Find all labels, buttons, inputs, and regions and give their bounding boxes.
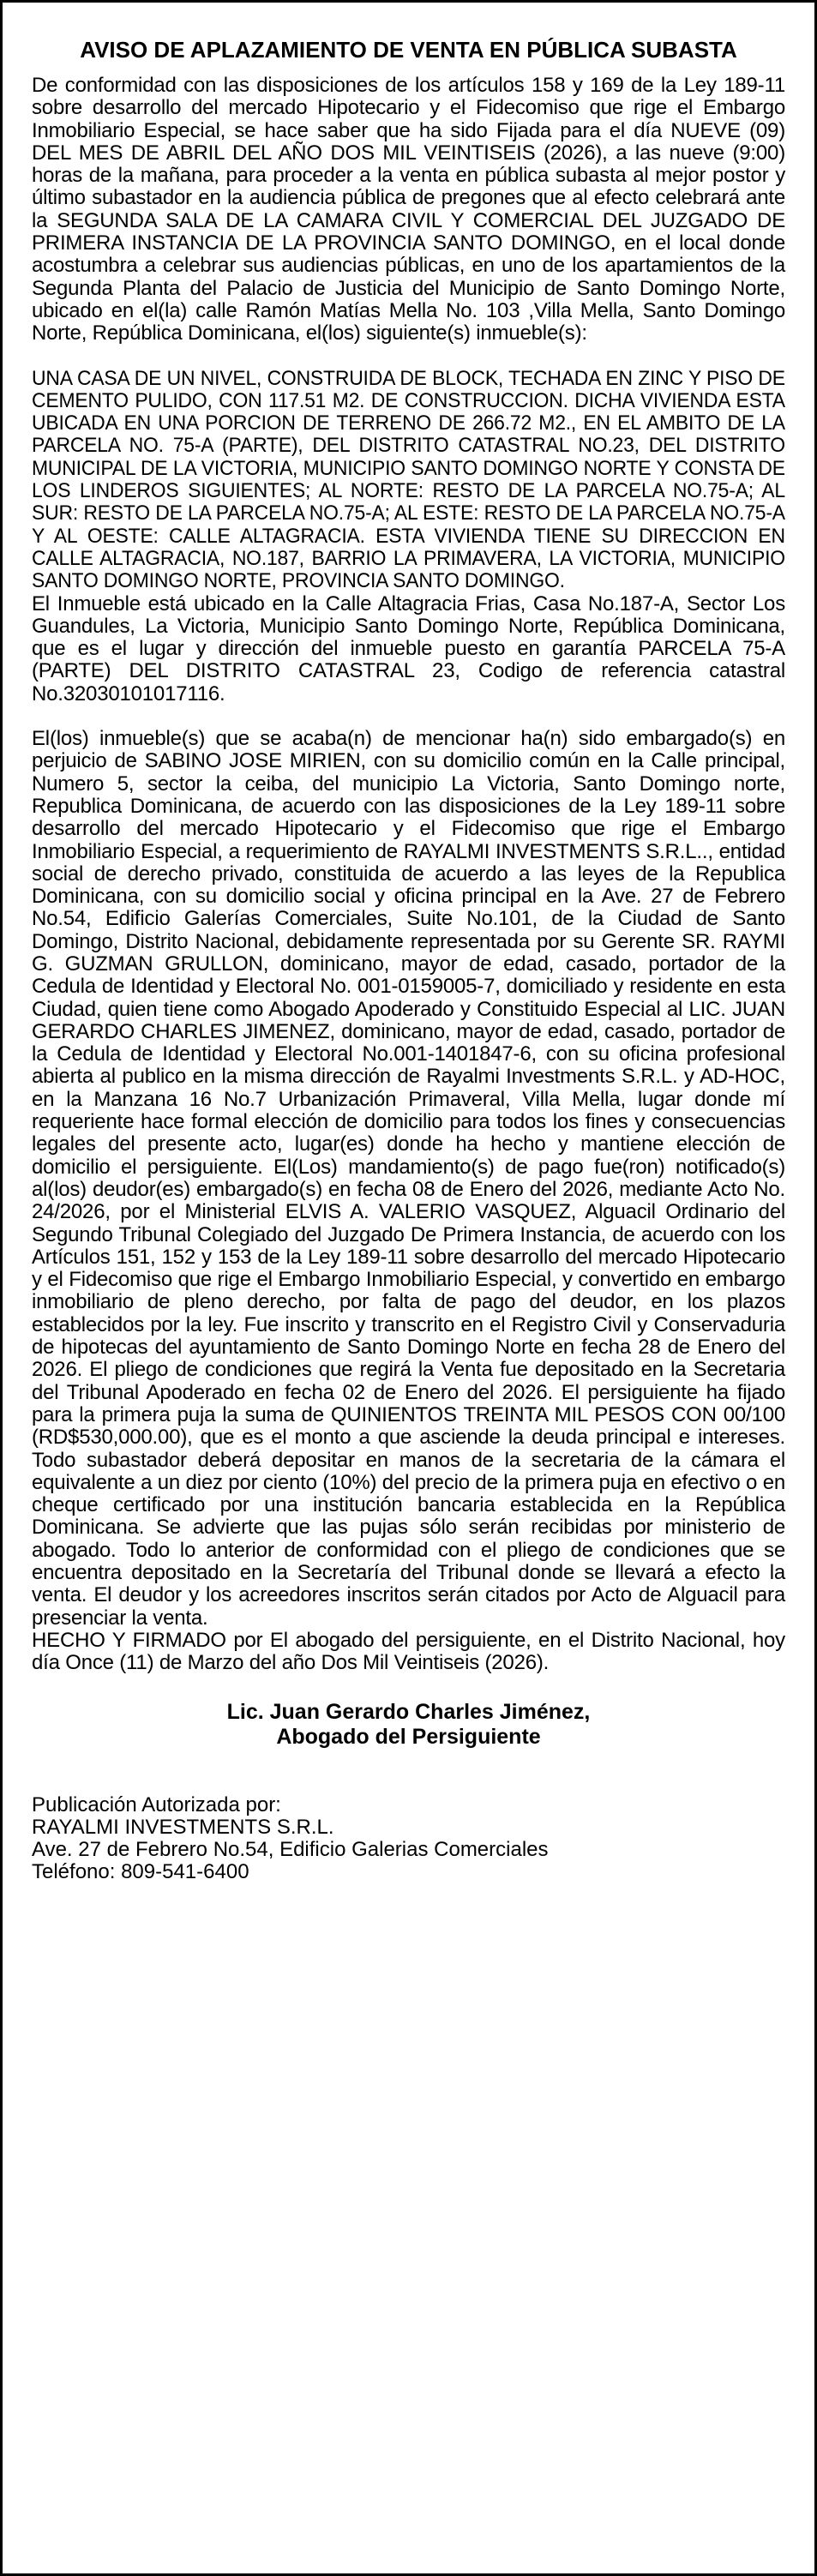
main-paragraph: El(los) inmueble(s) que se acaba(n) de mencionar ha(n) sido embargado(s) en perjuicio de SABINO JOSE MIRIEN, con su domicilio común en la Calle principal, Numero 5, sector la ceiba, del municipio La Victoria, Santo Domingo norte, Republica Dominicana, de acuerdo con las disposiciones de la Ley 189-11 sobre desarrollo del mercado Hipotecario y el Fidecomiso que rige el Embargo Inmobiliario Especial, a requerimiento de RAYALMI INVESTMENTS S.R.L.., entidad social de derecho privado, constituida de acuerdo a las leyes de la Republica Dominicana, con su domicilio social y oficina principal en la Ave. 27 de Febrero No.54, Edificio Galerías Comerciales, Suite No.101, de la Ciudad de Santo Domingo, Distrito Nacional, debidamente representada por su Gerente SR. RAYMI G. GUZMAN GRULLON, dominicano, mayor de edad, casado, portador de la Cedula de Identidad y Electoral No. 001-0159005-7, domiciliado y residente en esta Ciudad, quien tiene como Abogado Apoderado y Constituido Especial al LIC. JUAN GERARDO CHARLES JIMENEZ, dominicano, mayor de edad, casado, portador de la Cedula de Identidad y Electoral No.001-1401847-6, con su oficina profesional abierta al publico en la misma dirección de Rayalmi Investments S.R.L. y AD-HOC, en la Manzana 16 No.7 Urbanización Primaveral, Villa Mella, lugar donde mí requeriente hace formal elección de domicilio para todos los fines y consecuencias legales del presente acto, lugar(es) donde ha hecho y mantiene elección de domicilio el persiguiente. El(Los) mandamiento(s) de pago fue(ron) notificado(s) al(los) deudor(es) embargado(s) en fecha 08 de Enero del 2026, mediante Acto No. 24/2026, por el Ministerial ELVIS A. VALERIO VASQUEZ, Alguacil Ordinario del Segundo Tribunal Colegiado del Juzgado De Primera Instancia, de acuerdo con los Artículos 151, 152 y 153 de la Ley 189-11 sobre desarrollo del mercado Hipotecario y el Fidecomiso que rige el Embargo Inmobiliario Especial, y convertido en embargo inmobiliario de pleno derecho, por falta de pago del deudor, en los plazos establecidos por la ley. Fue inscrito y transcrito en el Registro Civil y Conservaduria de hipotecas del ayuntamiento de Santo Domingo Norte en fecha 28 de Enero del 2026. El pliego de condiciones que regirá la Venta fue depositado en la Secretaria del Tribunal Apoderado en fecha 02 de Enero del 2026. El persiguiente ha fijado para la primera puja la suma de QUINIENTOS TREINTA MIL PESOS CON 00/100 (RD$530,000.00), que es el monto a que asciende la deuda principal e intereses. Todo subastador deberá depositar en manos de la secretaria de la cámara el equivalente a un diez por ciento (10%) del precio de la primera puja en efectivo o en cheque certificado por una institución bancaria establecida en la República Dominicana. Se advierte que las pujas sólo serán recibidas por ministerio de abogado. Todo lo anterior de conformidad con el pliego de condiciones que se encuentra depositado en la Secretaría del Tribunal donde se llevará a efecto la venta. El deudor y los acreedores inscritos serán citados por Acto de Alguacil para presenciar la venta. [32, 727, 785, 1630]
signature-block [32, 1700, 785, 1750]
property-description: UNA CASA DE UN NIVEL, CONSTRUIDA DE BLOCK, TECHADA EN ZINC Y PISO DE CEMENTO PULIDO, CON 117.51 M2. DE CONSTRUCCION. DICHA VIVIENDA ESTA UBICADA EN UNA PORCION DE TERRENO DE 266.72 M2., EN EL AMBITO DE LA PARCELA NO. 75-A (PARTE), DEL DISTRITO CATASTRAL NO.23, DEL DISTRITO MUNICIPAL DE LA VICTORIA, MUNICIPIO SANTO DOMINGO NORTE Y CONSTA DE LOS LINDEROS SIGUIENTES; AL NORTE: RESTO DE LA PARCELA NO.75-A; AL SUR: RESTO DE LA PARCELA NO.75-A; AL ESTE: RESTO DE LA PARCELA NO.75-A Y AL OESTE: CALLE ALTAGRACIA. ESTA VIVIENDA TIENE SU DIRECCION EN CALLE ALTAGRACIA, NO.187, BARRIO LA PRIMAVERA, LA VICTORIA, MUNICIPIO SANTO DOMINGO NORTE, PROVINCIA SANTO DOMINGO. [32, 366, 785, 593]
property-location: El Inmueble está ubicado en la Calle Altagracia Frias, Casa No.187-A, Sector Los Guandules, La Victoria, Municipio Santo Domingo Norte, República Dominicana, que es el lugar y dirección del inmueble puesto en garantía PARCELA 75-A (PARTE) DEL DISTRITO CATASTRAL 23, Codigo de referencia catastral No.32030101017116. [32, 591, 785, 706]
intro-paragraph: De conformidad con las disposiciones de los artículos 158 y 169 de la Ley 189-11 sobre desarrollo del mercado Hipotecario y el Fidecomiso que rige el Embargo Inmobiliario Especial, se hace saber que ha sido Fijada para el día NUEVE (09) DEL MES DE ABRIL DEL AÑO DOS MIL VEINTISEIS (2026), a las nueve (9:00) horas de la mañana, para proceder a la venta en pública subasta al mejor postor y último subastador en la audiencia pública de pregones que al efecto celebrará ante la SEGUNDA SALA DE LA CAMARA CIVIL Y COMERCIAL DEL JUZGADO DE PRIMERA INSTANCIA DE LA PROVINCIA SANTO DOMINGO, en el local donde acostumbra a celebrar sus audiencias públicas, en uno de los apartamientos de la Segunda Planta del Palacio de Justicia del Municipio de Santo Domingo Norte, ubicado en el(la) calle Ramón Matías Mella No. 103 ,Villa Mella, Santo Domingo Norte, República Dominicana, el(los) siguiente(s) inmueble(s): [32, 74, 785, 345]
publication-footer [32, 1794, 785, 1883]
footer-company: RAYALMI INVESTMENTS S.R.L. [32, 1816, 334, 1840]
signature-name: Lic. Juan Gerardo Charles Jiménez, [226, 1700, 591, 1725]
footer-phone: Teléfono: 809-541-6400 [32, 1860, 249, 1884]
signature-role: Abogado del Persiguiente [276, 1725, 541, 1750]
footer-label: Publicación Autorizada por: [32, 1793, 281, 1817]
notice-title: AVISO DE APLAZAMIENTO DE VENTA EN PÚBLICA SUBASTA [80, 37, 737, 63]
closing-paragraph: HECHO Y FIRMADO por El abogado del persiguiente, en el Distrito Nacional, hoy día Once (11) de Marzo del año Dos Mil Veintiseis (2026). [32, 1628, 785, 1675]
footer-address: Ave. 27 de Febrero No.54, Edificio Galerias Comerciales [32, 1838, 549, 1862]
